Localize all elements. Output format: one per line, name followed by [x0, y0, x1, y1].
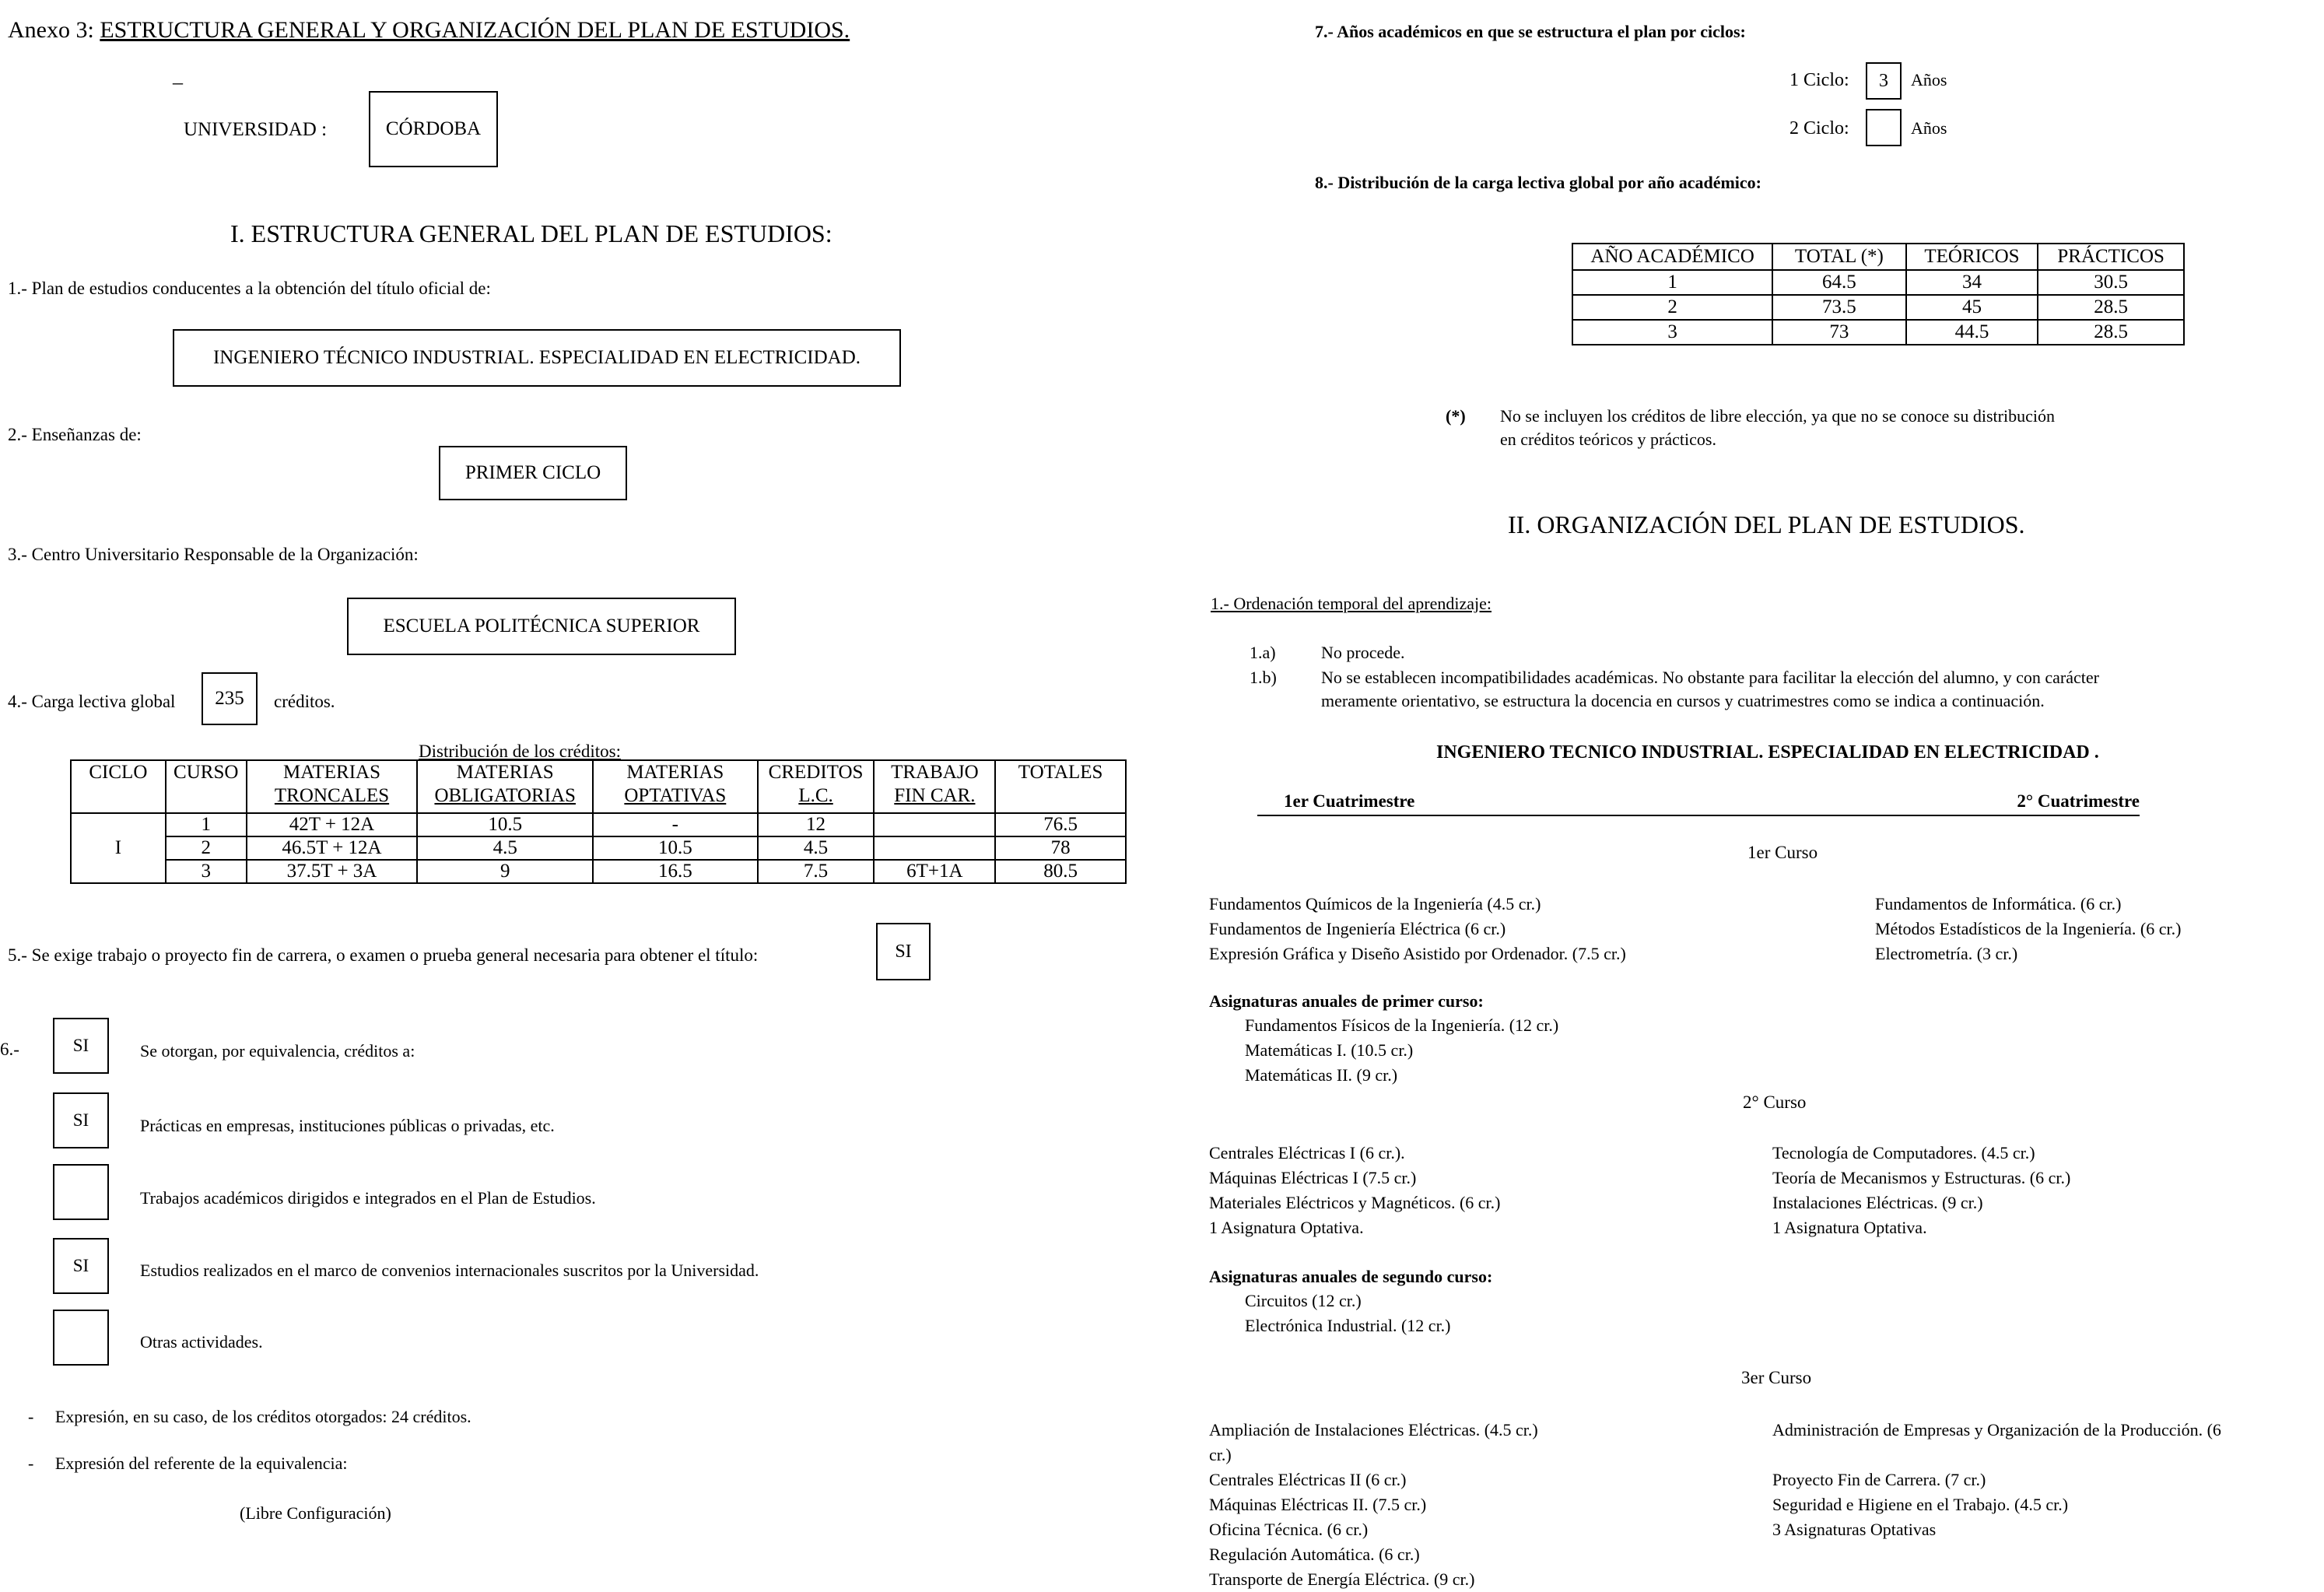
footnote-line2: en créditos teóricos y prácticos.	[1500, 430, 1716, 449]
list-item: Administración de Empresas y Organización de la Producción. (6	[1772, 1420, 2221, 1439]
section1-title: I. ESTRUCTURA GENERAL DEL PLAN DE ESTUDIOS:	[230, 219, 833, 247]
ciclo2-box	[1866, 109, 1902, 146]
table-cell: 64.5	[1772, 270, 1905, 295]
list-item: Matemáticas I. (10.5 cr.)	[1245, 1040, 1414, 1060]
list-item: Circuitos (12 cr.)	[1245, 1291, 1362, 1310]
org1-label: 1.- Ordenación temporal del aprendizaje:	[1211, 594, 1492, 613]
header-curso: CURSO	[166, 760, 247, 813]
credit-distribution-table	[70, 759, 1127, 884]
carga-box	[202, 672, 258, 725]
list-item: Centrales Eléctricas I (6 cr.).	[1209, 1143, 1405, 1162]
ciclo1-label: 1 Ciclo:	[1789, 70, 1849, 90]
item6-label: 6.-	[0, 1040, 19, 1059]
header-ciclo: CICLO	[71, 760, 166, 813]
check-box-otras	[53, 1310, 109, 1366]
list-item: Métodos Estadísticos de la Ingeniería. (6 cr.)	[1875, 919, 2182, 938]
header-total: TOTAL (*)	[1772, 244, 1905, 270]
table-cell: 6T+1A	[874, 860, 995, 883]
table-cell: 73.5	[1772, 295, 1905, 320]
bullet-creditos: - Expresión, en su caso, de los créditos otorgados: 24 créditos.	[28, 1407, 471, 1426]
check-box-convenios: SI	[53, 1238, 109, 1294]
table-cell: 45	[1906, 295, 2038, 320]
item2-label: 2.- Enseñanzas de:	[8, 425, 142, 444]
annex-heading	[8, 17, 850, 44]
bullet-icon: -	[28, 1407, 55, 1426]
universidad-value: CÓRDOBA	[385, 118, 482, 139]
list-item: Instalaciones Eléctricas. (9 cr.)	[1772, 1193, 1983, 1212]
list-item: Tecnología de Computadores. (4.5 cr.)	[1772, 1143, 2035, 1162]
table-cell: 1	[166, 813, 247, 836]
ciclo2-label: 2 Ciclo:	[1789, 118, 1849, 139]
check-box-practicas: SI	[53, 1092, 109, 1148]
centro-value: ESCUELA POLITÉCNICA SUPERIOR	[383, 615, 700, 636]
trabajos-text: Trabajos académicos dirigidos e integrados en el Plan de Estudios.	[140, 1188, 596, 1208]
table-cell: 80.5	[995, 860, 1126, 883]
ciclo2-anos: Años	[1911, 118, 1947, 138]
equivalencia-text: Se otorgan, por equivalencia, créditos a:	[140, 1041, 415, 1061]
list-item: Fundamentos Físicos de la Ingeniería. (12 cr.)	[1245, 1015, 1559, 1035]
anuales2-list	[1245, 1289, 1451, 1338]
ciclo-cell: I	[71, 813, 166, 883]
list-item: Oficina Técnica. (6 cr.)	[1209, 1520, 1369, 1539]
table-cell: 34	[1906, 270, 2038, 295]
dist-header-row	[71, 760, 1126, 813]
libre-configuracion: (Libre Configuración)	[240, 1503, 391, 1523]
list-item: Máquinas Eléctricas I (7.5 cr.)	[1209, 1168, 1417, 1187]
cuatrimestre-1: 1er Cuatrimestre 2° Cuatrimestre	[1257, 791, 2140, 816]
year-header-row	[1572, 244, 2184, 270]
list-item: Expresión Gráfica y Diseño Asistido por Ordenador. (7.5 cr.)	[1209, 944, 1626, 963]
anuales1-title: Asignaturas anuales de primer curso:	[1209, 991, 1484, 1011]
list-item: Electrónica Industrial. (12 cr.)	[1245, 1316, 1451, 1335]
table-row	[71, 836, 1126, 860]
anuales1-list	[1245, 1013, 1558, 1088]
otras-text: Otras actividades.	[140, 1332, 263, 1352]
table-cell: 44.5	[1906, 320, 2038, 345]
list-item: Proyecto Fin de Carrera. (7 cr.)	[1772, 1470, 1986, 1489]
header-teoricos: TEÓRICOS	[1906, 244, 2038, 270]
table-cell: -	[593, 813, 758, 836]
curso2-right-list	[1772, 1141, 2070, 1240]
table-cell: 2	[166, 836, 247, 860]
table-cell: 42T + 12A	[247, 813, 418, 836]
org1b-line1: No se establecen incompatibilidades académicas. No obstante para facilitar la elección del alumno, y con carácter	[1321, 668, 2099, 687]
list-item: Electrometría. (3 cr.)	[1875, 944, 2018, 963]
anuales2-title: Asignaturas anuales de segundo curso:	[1209, 1267, 1493, 1286]
degree-box	[173, 329, 901, 387]
table-cell: 76.5	[995, 813, 1126, 836]
table-cell: 10.5	[417, 813, 593, 836]
list-item: Ampliación de Instalaciones Eléctricas. (4.5 cr.)	[1209, 1420, 1538, 1439]
degree-heading: INGENIERO TECNICO INDUSTRIAL. ESPECIALIDAD EN ELECTRICIDAD .	[1436, 742, 2099, 763]
universidad-label: UNIVERSIDAD :	[184, 119, 328, 140]
org1b-mark: 1.b)	[1250, 668, 1277, 687]
list-item: Fundamentos Químicos de la Ingeniería (4.5 cr.)	[1209, 894, 1541, 913]
table-cell: 37.5T + 3A	[247, 860, 418, 883]
curso3-left-list	[1209, 1418, 1538, 1592]
header-troncales: MATERIAS TRONCALES	[247, 760, 418, 813]
ciclo-value: PRIMER CICLO	[464, 462, 601, 483]
org1b-line2: meramente orientativo, se estructura la docencia en cursos y cuatrimestres como se indica a continuación.	[1321, 691, 2045, 710]
list-item: Fundamentos de Ingeniería Eléctrica (6 cr.)	[1209, 919, 1506, 938]
footnote-line1: No se incluyen los créditos de libre elección, ya que no se conoce su distribución	[1500, 406, 2055, 426]
item5-value: SI	[895, 941, 912, 962]
table-cell: 30.5	[2038, 270, 2184, 295]
table-row	[71, 813, 1126, 836]
item5-box	[876, 923, 931, 980]
header-optativas: MATERIAS OPTATIVAS	[593, 760, 758, 813]
list-item: Teoría de Mecanismos y Estructuras. (6 cr.)	[1772, 1168, 2071, 1187]
list-item: Transporte de Energía Eléctrica. (9 cr.)	[1209, 1569, 1475, 1589]
degree-value: INGENIERO TÉCNICO INDUSTRIAL. ESPECIALIDAD EN ELECTRICIDAD.	[212, 347, 861, 368]
table-cell: 2	[1572, 295, 1772, 320]
item5-label: 5.- Se exige trabajo o proyecto fin de carrera, o examen o prueba general necesaria para obtener el título:	[8, 945, 759, 965]
curso2-left-list	[1209, 1141, 1500, 1240]
table-row	[71, 860, 1126, 883]
header-creditos-lc: CREDITOS L.C.	[758, 760, 875, 813]
curso2-title: 2° Curso	[1743, 1092, 1807, 1112]
dist-caption: Distribución de los créditos:	[419, 742, 621, 761]
list-item: Fundamentos de Informática. (6 cr.)	[1875, 894, 2122, 913]
annex-prefix: Anexo 3:	[8, 17, 94, 43]
table-cell: 73	[1772, 320, 1905, 345]
list-item: Regulación Automática. (6 cr.)	[1209, 1545, 1420, 1564]
table-cell: 4.5	[417, 836, 593, 860]
cuatrimestre-2: 2° Cuatrimestre	[2017, 791, 2140, 811]
ciclo1-value: 3	[1879, 70, 1888, 91]
table-cell: 78	[995, 836, 1126, 860]
table-cell: 10.5	[593, 836, 758, 860]
header-trabajo: TRABAJO FIN CAR.	[874, 760, 995, 813]
item4-unit: créditos.	[274, 692, 335, 711]
convenios-text: Estudios realizados en el marco de convenios internacionales suscritos por la Universidad.	[140, 1261, 759, 1280]
header-ano: AÑO ACADÉMICO	[1572, 244, 1772, 270]
table-cell: 3	[1572, 320, 1772, 345]
header-totales: TOTALES	[995, 760, 1126, 813]
item8-label: 8.- Distribución de la carga lectiva global por año académico:	[1315, 173, 1761, 192]
table-cell	[874, 813, 995, 836]
table-cell	[874, 836, 995, 860]
item1-label: 1.- Plan de estudios conducentes a la obtención del título oficial de:	[8, 279, 491, 298]
practicas-text: Prácticas en empresas, instituciones públicas o privadas, etc.	[140, 1116, 555, 1135]
list-item: Centrales Eléctricas II (6 cr.)	[1209, 1470, 1407, 1489]
dash-mark: _	[173, 64, 183, 86]
header-obligatorias: MATERIAS OBLIGATORIAS	[417, 760, 593, 813]
org1a-mark: 1.a)	[1250, 643, 1276, 662]
list-item: 3 Asignaturas Optativas	[1772, 1520, 1937, 1539]
table-cell: 3	[166, 860, 247, 883]
table-cell: 1	[1572, 270, 1772, 295]
list-item: cr.)	[1209, 1445, 1232, 1464]
list-item: Seguridad e Higiene en el Trabajo. (4.5 cr.)	[1772, 1495, 2069, 1514]
table-cell: 7.5	[758, 860, 875, 883]
table-cell: 46.5T + 12A	[247, 836, 418, 860]
list-item: Materiales Eléctricos y Magnéticos. (6 cr.)	[1209, 1193, 1501, 1212]
table-cell: 16.5	[593, 860, 758, 883]
list-item	[1772, 1443, 2221, 1468]
list-item: 1 Asignatura Optativa.	[1772, 1218, 1927, 1237]
bullet-referente: - Expresión del referente de la equivalencia:	[28, 1453, 348, 1473]
year-distribution-table	[1572, 243, 2185, 345]
bullet-icon: -	[28, 1453, 55, 1473]
carga-value: 235	[215, 688, 244, 709]
curso3-right-list	[1772, 1418, 2221, 1542]
curso1-right-list	[1875, 892, 2181, 966]
table-row	[1572, 270, 2184, 295]
footnote-mark: (*)	[1446, 406, 1466, 426]
centro-box	[347, 598, 736, 655]
table-cell: 9	[417, 860, 593, 883]
table-row	[1572, 320, 2184, 345]
item4-label: 4.- Carga lectiva global	[8, 692, 176, 711]
table-cell: 4.5	[758, 836, 875, 860]
list-item: 1 Asignatura Optativa.	[1209, 1218, 1364, 1237]
section2-title: II. ORGANIZACIÓN DEL PLAN DE ESTUDIOS.	[1508, 510, 2025, 538]
curso1-title: 1er Curso	[1747, 843, 1818, 862]
check-box-trabajos	[53, 1164, 109, 1220]
curso1-left-list	[1209, 892, 1626, 966]
ciclo1-box	[1866, 62, 1902, 100]
ciclo-box	[439, 446, 627, 500]
list-item: Matemáticas II. (9 cr.)	[1245, 1065, 1398, 1085]
org1a-text: No procede.	[1321, 643, 1405, 662]
annex-title: ESTRUCTURA GENERAL Y ORGANIZACIÓN DEL PLAN DE ESTUDIOS.	[100, 17, 850, 43]
item3-label: 3.- Centro Universitario Responsable de la Organización:	[8, 545, 419, 564]
header-practicos: PRÁCTICOS	[2038, 244, 2184, 270]
table-cell: 28.5	[2038, 295, 2184, 320]
curso3-title: 3er Curso	[1741, 1368, 1812, 1387]
ciclo1-anos: Años	[1911, 70, 1947, 89]
item7-label: 7.- Años académicos en que se estructura el plan por ciclos:	[1315, 22, 1746, 41]
universidad-box	[369, 91, 498, 167]
table-cell: 12	[758, 813, 875, 836]
table-row	[1572, 295, 2184, 320]
check-box-equivalencia: SI	[53, 1018, 109, 1074]
table-cell: 28.5	[2038, 320, 2184, 345]
list-item: Máquinas Eléctricas II. (7.5 cr.)	[1209, 1495, 1427, 1514]
